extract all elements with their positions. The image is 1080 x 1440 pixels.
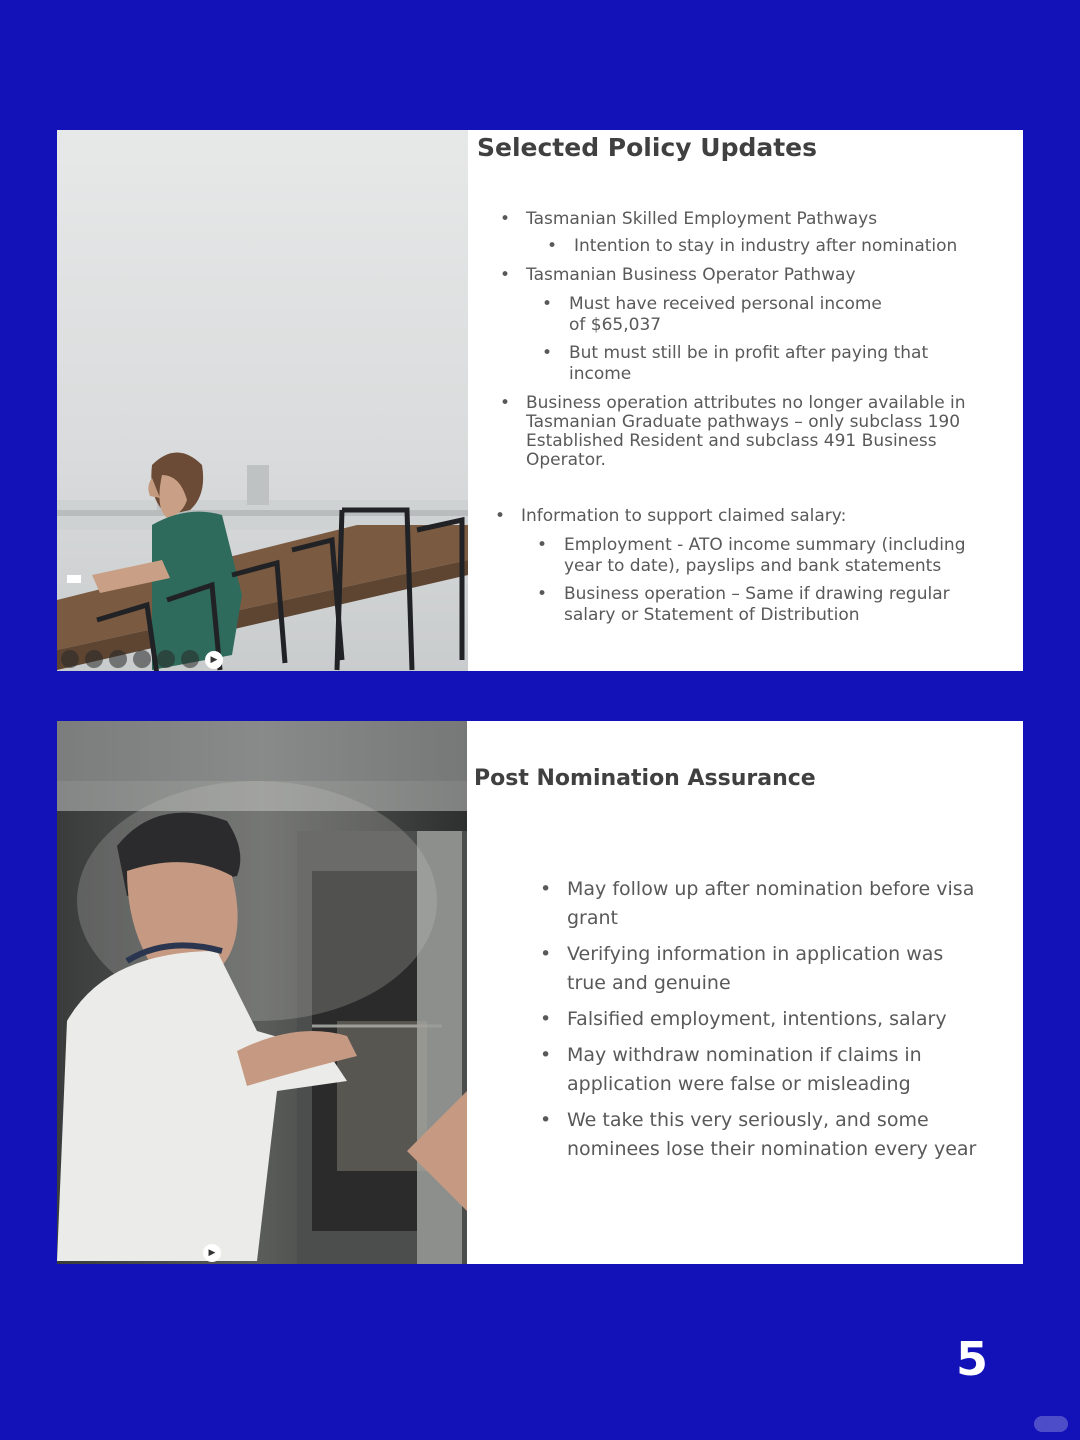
video-camera-icon[interactable]: ▶ [203,1244,221,1262]
bullet-item: • Falsified employment, intentions, salary [567,1005,947,1034]
bullet-item: • May withdraw nomination if claims in application were false or misleading [567,1041,922,1099]
slide-selected-policy-updates [57,130,1023,671]
zoom-icon[interactable] [157,650,175,668]
slide-title: Post Nomination Assurance [474,766,816,791]
photo-man-at-outdoor-table [57,130,468,671]
previous-slide-icon[interactable] [61,650,79,668]
bullet-item: • May follow up after nomination before visa grant [567,875,974,933]
slide-content [468,130,1023,671]
bullet-item: • Tasmanian Business Operator Pathway [526,266,856,285]
page-number: 5 [955,1332,988,1386]
sub-bullet-item: • But must still be in profit after paying that income [569,343,928,385]
watermark-badge-icon [1034,1416,1068,1432]
bullet-item: • Verifying information in application was true and genuine [567,940,943,998]
sub-bullet-item: • Employment - ATO income summary (including year to date), payslips and bank statements [564,535,966,577]
video-camera-icon[interactable]: ▶ [205,651,223,669]
presentation-toolbar-icons[interactable] [61,650,199,668]
bullet-item: • Business operation attributes no longer available in Tasmanian Graduate pathways – only subclass 190 Established Resident and subclass 491 Business Operator. [526,394,966,470]
bullet-item: • Information to support claimed salary: [521,507,846,526]
subtitles-icon[interactable] [181,650,199,668]
slide-content [467,721,1023,1264]
bullet-item: • We take this very seriously, and some nominees lose their nomination every year [567,1106,976,1164]
slide-post-nomination-assurance [57,721,1023,1264]
pen-icon[interactable] [109,650,127,668]
sub-bullet-item: • Business operation – Same if drawing regular salary or Statement of Distribution [564,584,950,626]
bullet-item: • Tasmanian Skilled Employment Pathways [526,210,877,229]
sub-bullet-item: • Intention to stay in industry after nomination [574,237,957,256]
slides-grid-icon[interactable] [133,650,151,668]
next-slide-icon[interactable] [85,650,103,668]
photo-chef-at-oven [57,721,467,1264]
sub-bullet-item: • Must have received personal income of $65,037 [569,294,882,336]
slide-title: Selected Policy Updates [477,133,818,162]
